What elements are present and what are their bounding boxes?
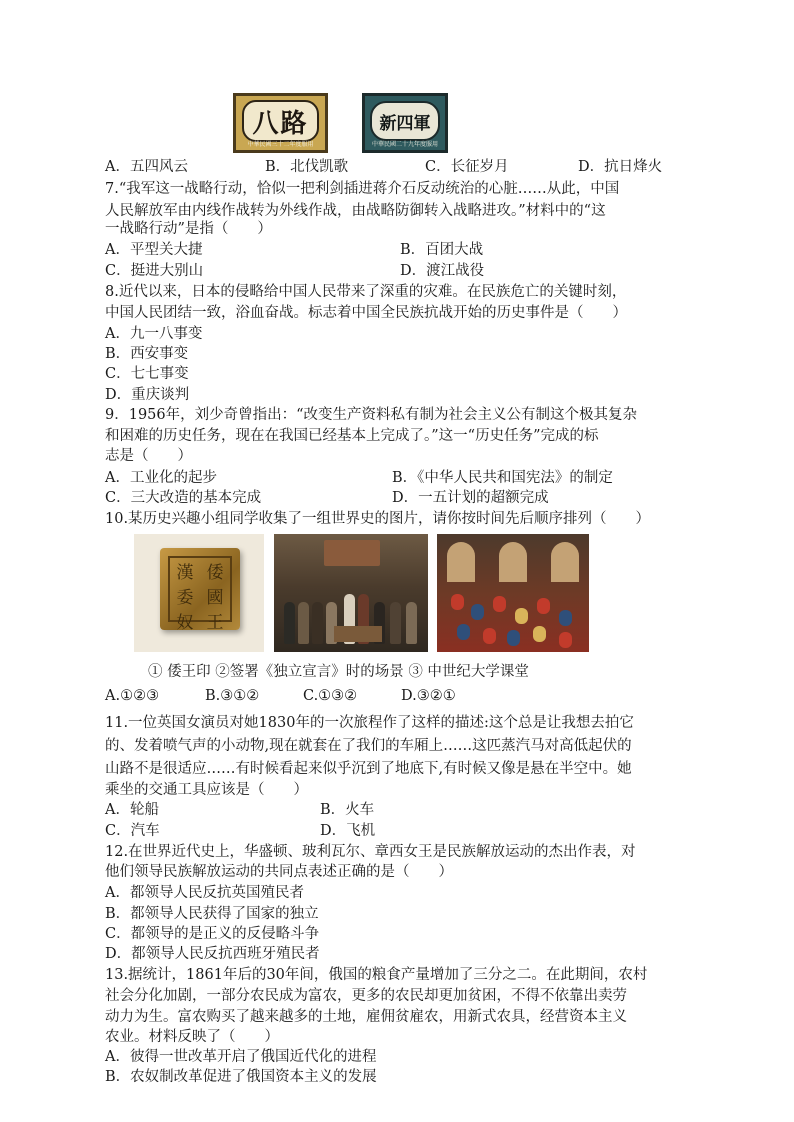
q9-option-a: A．工业化的起步 — [105, 470, 217, 486]
badge-label: 新四軍 — [370, 101, 440, 141]
student-shape — [559, 632, 572, 648]
q8-option-a: A．九一八事变 — [105, 326, 203, 342]
flag-shape — [324, 540, 380, 566]
q12-stem-line: 12.在世界近代史上，华盛顿、玻利瓦尔、章西女王是民族解放运动的杰出作表，对 — [105, 844, 636, 860]
seal-char: 漢 — [176, 563, 194, 583]
eighth-route-army-badge-image — [233, 93, 328, 153]
q11-option-d: D．飞机 — [320, 823, 376, 839]
table-shape — [334, 626, 382, 642]
new-fourth-army-badge-image — [362, 93, 448, 153]
badge-label: 八路 — [242, 100, 319, 142]
figure-shape — [406, 602, 417, 644]
student-shape — [533, 626, 546, 642]
q6-option-c: C．长征岁月 — [425, 159, 509, 175]
gold-seal — [160, 548, 240, 633]
q10-image-caption: ① 倭王印 ②签署《独立宣言》时的场景 ③ 中世纪大学课堂 — [148, 664, 529, 680]
q7-option-c: C．挺进大别山 — [105, 263, 204, 279]
q9-option-d: D．一五计划的超额完成 — [392, 490, 549, 506]
seal-inscription — [168, 556, 232, 633]
q11-option-b: B．火车 — [320, 802, 375, 818]
q8-stem-line: 中国人民团结一致，浴血奋战。标志着中国全民族抗战开始的历史事件是（ ） — [105, 305, 627, 321]
q11-stem-line: 山路不是很适应……有时候看起来似乎沉到了地底下,有时候又像是悬在半空中。她 — [105, 761, 632, 777]
q10-option-c: C.①③② — [303, 688, 358, 704]
student-shape — [483, 628, 496, 644]
q12-stem-line: 他们领导民族解放运动的共同点表述正确的是（ ） — [105, 864, 453, 880]
q12-option-d: D．都领导人民反抗西班牙殖民者 — [105, 946, 320, 962]
arch-shape — [499, 542, 527, 582]
badge-small-text: 中華民國三十二年度服用 — [247, 141, 314, 148]
seal-char: 倭 — [206, 563, 224, 583]
q13-stem-line: 动力为生。富农购买了越来越多的土地，雇佣贫雇农，用新式农具，经营资本主义 — [105, 1009, 627, 1025]
q12-option-b: B．都领导人民获得了国家的独立 — [105, 906, 319, 922]
q7-stem-line: 一战略行动”是指（ ） — [105, 221, 272, 237]
q13-stem-line: 社会分化加剧，一部分农民成为富农，更多的农民却更加贫困，不得不依靠出卖劳 — [105, 988, 627, 1004]
q9-option-b: B．《中华人民共和国宪法》的制定 — [392, 470, 613, 486]
student-shape — [559, 610, 572, 626]
q8-stem-line: 8.近代以来，日本的侵略给中国人民带来了深重的灾难。在民族危亡的关键时刻， — [105, 284, 627, 300]
student-shape — [493, 596, 506, 612]
q10-option-b: B.③①② — [205, 688, 260, 704]
student-shape — [451, 594, 464, 610]
figure-shape — [284, 602, 295, 644]
q11-option-c: C．汽车 — [105, 823, 160, 839]
q8-option-d: D．重庆谈判 — [105, 387, 190, 403]
figure-shape — [312, 602, 323, 644]
student-shape — [471, 604, 484, 620]
q8-option-c: C．七七事变 — [105, 366, 189, 382]
q7-stem-line: 人民解放军由内线作战转为外线作战，由战略防御转入战略进攻。”材料中的“这 — [105, 203, 606, 219]
arch-shape — [551, 542, 579, 582]
q7-option-b: B．百团大战 — [400, 242, 484, 258]
q10-stem-line: 10.某历史兴趣小组同学收集了一组世界史的图片，请你按时间先后顺序排列（ ） — [105, 511, 651, 527]
wa-king-seal-image — [134, 534, 264, 652]
figure-shape — [390, 602, 401, 644]
medieval-university-class-image — [437, 534, 589, 652]
q7-option-a: A．平型关大捷 — [105, 242, 203, 258]
seal-char: 王 — [206, 613, 224, 633]
student-shape — [515, 608, 528, 624]
student-shape — [457, 624, 470, 640]
q11-stem-line: 的、发着喷气声的小动物,现在就套在了我们的车厢上……这匹蒸汽马对高低起伏的 — [105, 738, 632, 754]
badge-small-text: 中華民國二十九年度服用 — [371, 141, 438, 148]
q11-stem-line: 乘坐的交通工具应该是（ ） — [105, 782, 308, 798]
q6-option-b: B．北伐凯歌 — [265, 159, 349, 175]
q9-stem-line: 9．1956年，刘少奇曾指出：“改变生产资料私有制为社会主义公有制这个极其复杂 — [105, 407, 638, 423]
seal-char: 委 — [176, 588, 194, 608]
q6-option-d: D．抗日烽火 — [578, 159, 663, 175]
q7-stem-line: 7.“我军这一战略行动，恰似一把利剑插进蒋介石反动统治的心脏……从此，中国 — [105, 181, 620, 197]
q8-option-b: B．西安事变 — [105, 346, 189, 362]
q11-stem-line: 11.一位英国女演员对她1830年的一次旅程作了这样的描述:这个总是让我想去拍它 — [105, 715, 634, 731]
q11-option-a: A．轮船 — [105, 802, 159, 818]
q13-option-a: A．彼得一世改革开启了俄国近代化的进程 — [105, 1049, 377, 1065]
q9-stem-line: 志是（ ） — [105, 448, 192, 464]
q7-option-d: D．渡江战役 — [400, 263, 485, 279]
q6-option-a: A．五四风云 — [105, 159, 188, 175]
q13-stem-line: 13.据统计，1861年后的30年间，俄国的粮食产量增加了三分之二。在此期间，农村 — [105, 967, 648, 983]
declaration-signing-painting-image — [274, 534, 428, 652]
q12-option-c: C．都领导的是正义的反侵略斗争 — [105, 926, 320, 942]
q9-option-c: C．三大改造的基本完成 — [105, 490, 262, 506]
q12-option-a: A．都领导人民反抗英国殖民者 — [105, 885, 304, 901]
student-shape — [507, 630, 520, 646]
q9-stem-line: 和困难的历史任务，现在在我国已经基本上完成了。”这一“历史任务”完成的标 — [105, 428, 599, 444]
figure-shape — [298, 602, 309, 644]
seal-char: 奴 — [176, 613, 194, 633]
q13-stem-line: 农业。材料反映了（ ） — [105, 1029, 279, 1045]
q10-option-d: D.③②① — [401, 688, 456, 704]
arch-shape — [447, 542, 475, 582]
q13-option-b: B．农奴制改革促进了俄国资本主义的发展 — [105, 1069, 377, 1085]
student-shape — [537, 598, 550, 614]
q10-option-a: A.①②③ — [105, 688, 160, 704]
seal-char: 國 — [206, 588, 224, 608]
